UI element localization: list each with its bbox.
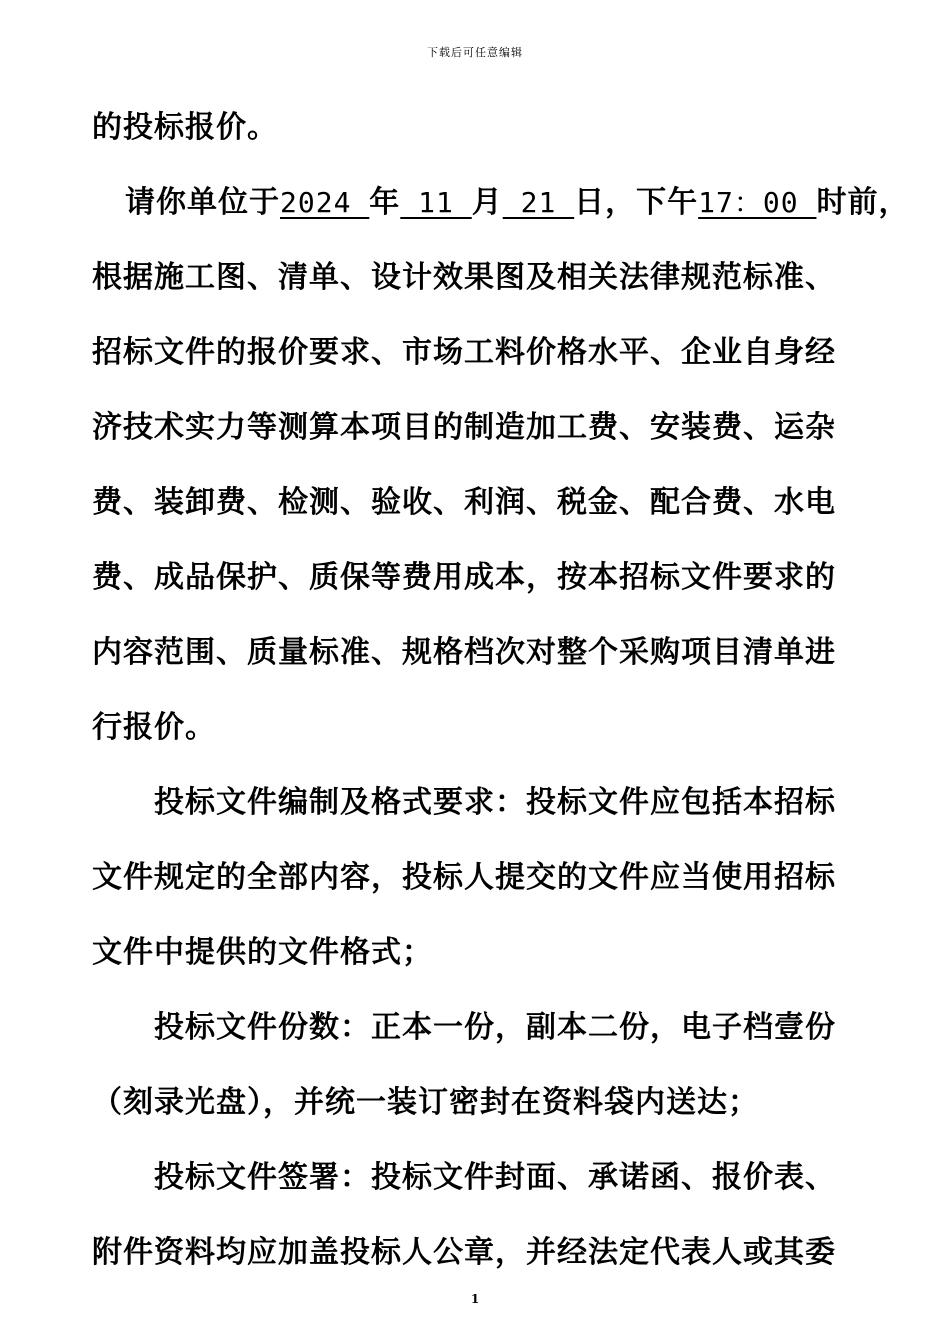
- paragraph-line: 文件中提供的文件格式；: [92, 935, 433, 970]
- deadline-line: [92, 165, 910, 240]
- deadline-text: 年: [369, 185, 401, 220]
- paragraph-line: 招标文件的报价要求、市场工料价格水平、企业自身经: [92, 335, 836, 370]
- deadline-text: 月: [471, 185, 503, 220]
- deadline-text: 日，下午: [574, 185, 699, 220]
- paragraph-line: 投标文件签署：投标文件封面、承诺函、报价表、: [154, 1160, 836, 1195]
- document-body: [92, 90, 910, 1290]
- deadline-text: 请你单位于: [125, 185, 280, 220]
- paragraph-line: 附件资料均应加盖投标人公章，并经法定代表人或其委: [92, 1235, 836, 1270]
- deadline-text: 时前，: [816, 185, 910, 220]
- paragraph-line: 文件规定的全部内容，投标人提交的文件应当使用招标: [92, 860, 836, 895]
- page-header: 下载后可任意编辑: [427, 46, 523, 59]
- paragraph-line: （刻录光盘），并统一装订密封在资料袋内送达；: [92, 1085, 759, 1120]
- paragraph-line: 费、成品保护、质保等费用成本，按本招标文件要求的: [92, 560, 836, 595]
- paragraph-line: 根据施工图、清单、设计效果图及相关法律规范标准、: [92, 260, 836, 295]
- paragraph-line: 的投标报价。: [92, 110, 278, 145]
- deadline-day: 21: [502, 186, 575, 219]
- page-number: 1: [470, 1292, 480, 1306]
- deadline-year: 2024: [280, 186, 370, 219]
- paragraph-line: 费、装卸费、检测、验收、利润、税金、配合费、水电: [92, 485, 836, 520]
- paragraph-line: 济技术实力等测算本项目的制造加工费、安装费、运杂: [92, 410, 836, 445]
- deadline-month: 11: [400, 186, 472, 219]
- paragraph-line: 行报价。: [92, 710, 216, 745]
- paragraph-line: 投标文件编制及格式要求：投标文件应包括本招标: [154, 785, 836, 820]
- paragraph-line: 投标文件份数：正本一份，副本二份，电子档壹份: [154, 1010, 836, 1045]
- deadline-time: 17：00: [698, 186, 817, 219]
- paragraph-line: 内容范围、质量标准、规格档次对整个采购项目清单进: [92, 635, 836, 670]
